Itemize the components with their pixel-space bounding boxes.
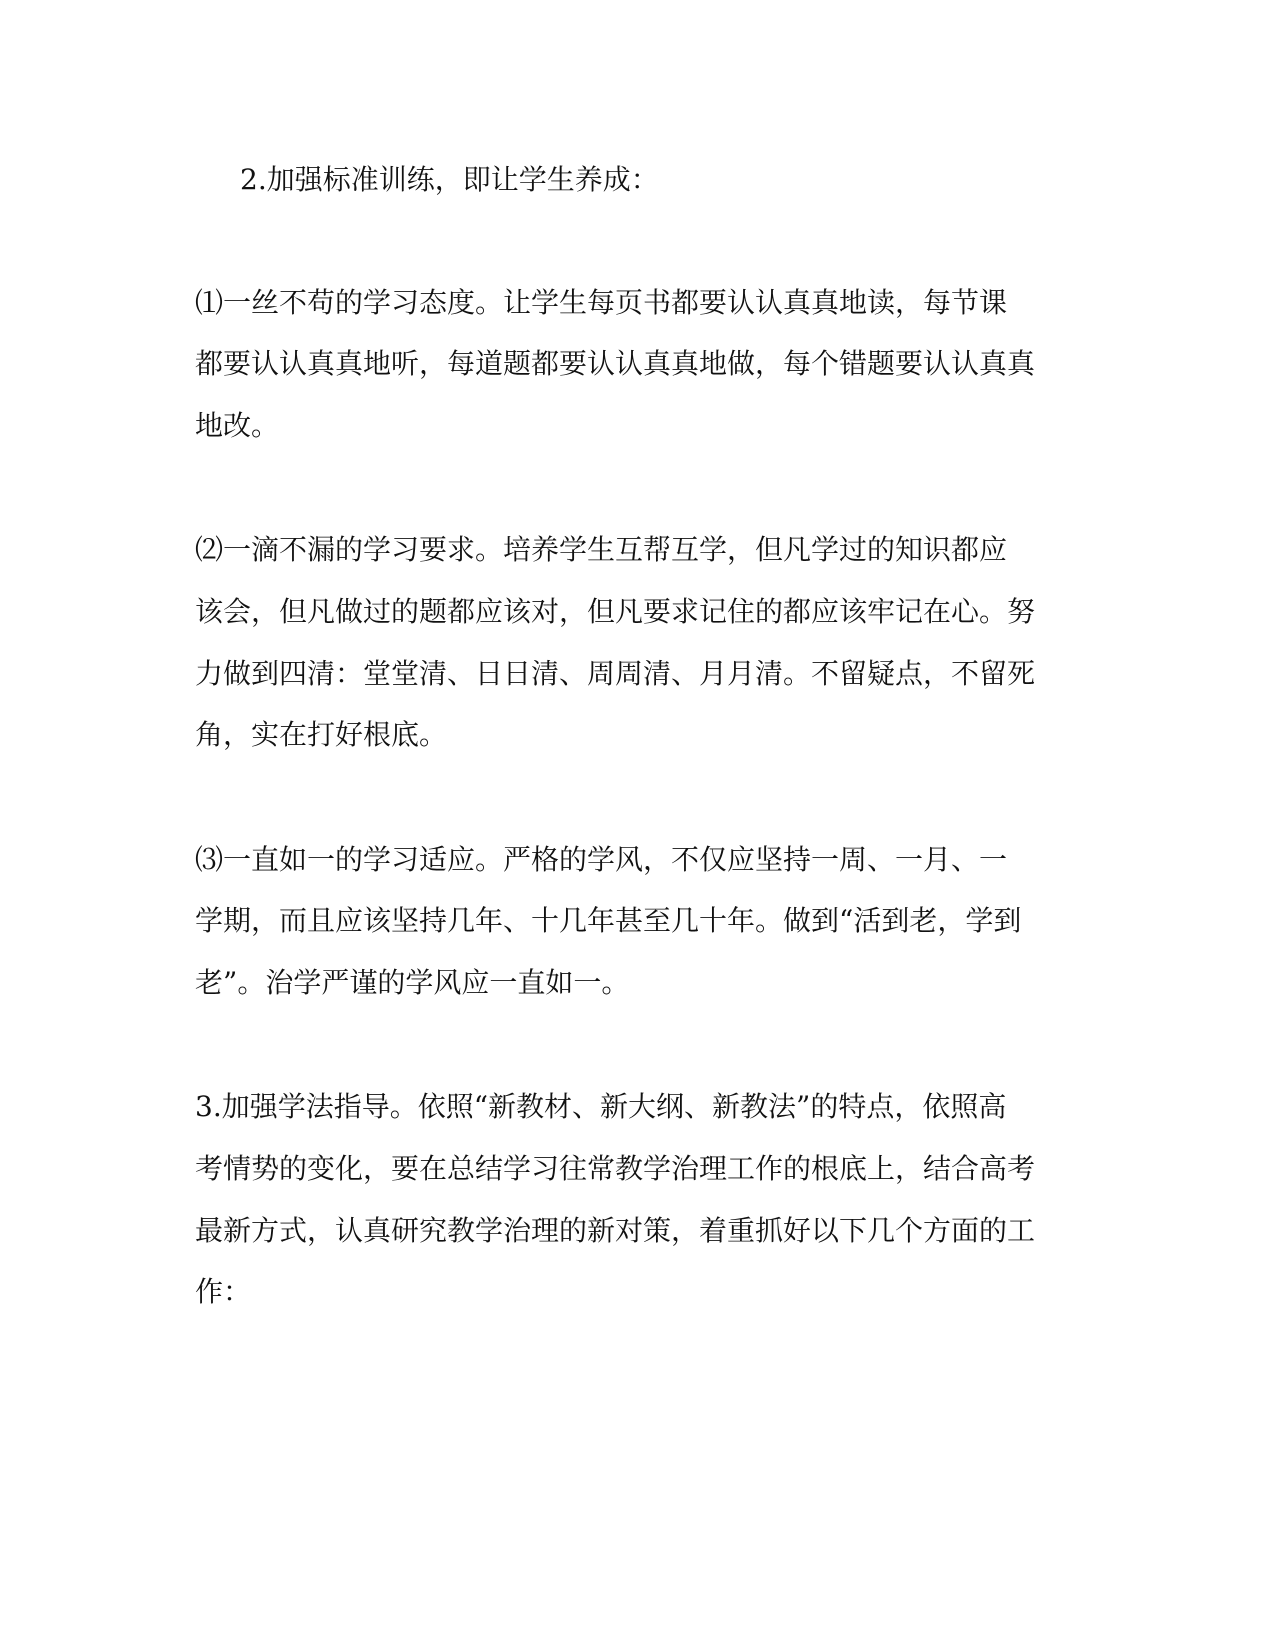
paragraph-2-line-3: 力做到四清：堂堂清、日日清、周周清、月月清。不留疑点，不留死	[195, 657, 1036, 690]
paragraph-2-line-1: ⑵一滴不漏的学习要求。培养学生互帮互学，但凡学过的知识都应	[195, 533, 1008, 566]
paragraph-3-line-2: 学期，而且应该坚持几年、十几年甚至几十年。做到“活到老，学到	[195, 904, 1022, 937]
paragraph-1-line-3: 地改。	[195, 409, 280, 442]
paragraph-4-line-3: 最新方式，认真研究教学治理的新对策，着重抓好以下几个方面的工	[195, 1214, 1036, 1247]
paragraph-2-line-4: 角，实在打好根底。	[195, 718, 448, 751]
paragraph-4-line-1: 3.加强学法指导。依照“新教材、新大纲、新教法”的特点，依照高	[195, 1090, 1007, 1123]
heading-item-2: 2.加强标准训练，即让学生养成：	[240, 163, 659, 196]
paragraph-3-line-1: ⑶一直如一的学习适应。严格的学风，不仅应坚持一周、一月、一	[195, 843, 1008, 876]
paragraph-1-line-2: 都要认认真真地听，每道题都要认认真真地做，每个错题要认认真真	[195, 347, 1036, 380]
paragraph-4-line-2: 考情势的变化，要在总结学习往常教学治理工作的根底上，结合高考	[195, 1152, 1036, 1185]
paragraph-1-line-1: ⑴一丝不苟的学习态度。让学生每页书都要认认真真地读，每节课	[195, 286, 1008, 319]
paragraph-4-line-4: 作：	[195, 1275, 252, 1308]
paragraph-3-line-3: 老”。治学严谨的学风应一直如一。	[195, 966, 630, 999]
paragraph-2-line-2: 该会，但凡做过的题都应该对，但凡要求记住的都应该牢记在心。努	[195, 595, 1036, 628]
